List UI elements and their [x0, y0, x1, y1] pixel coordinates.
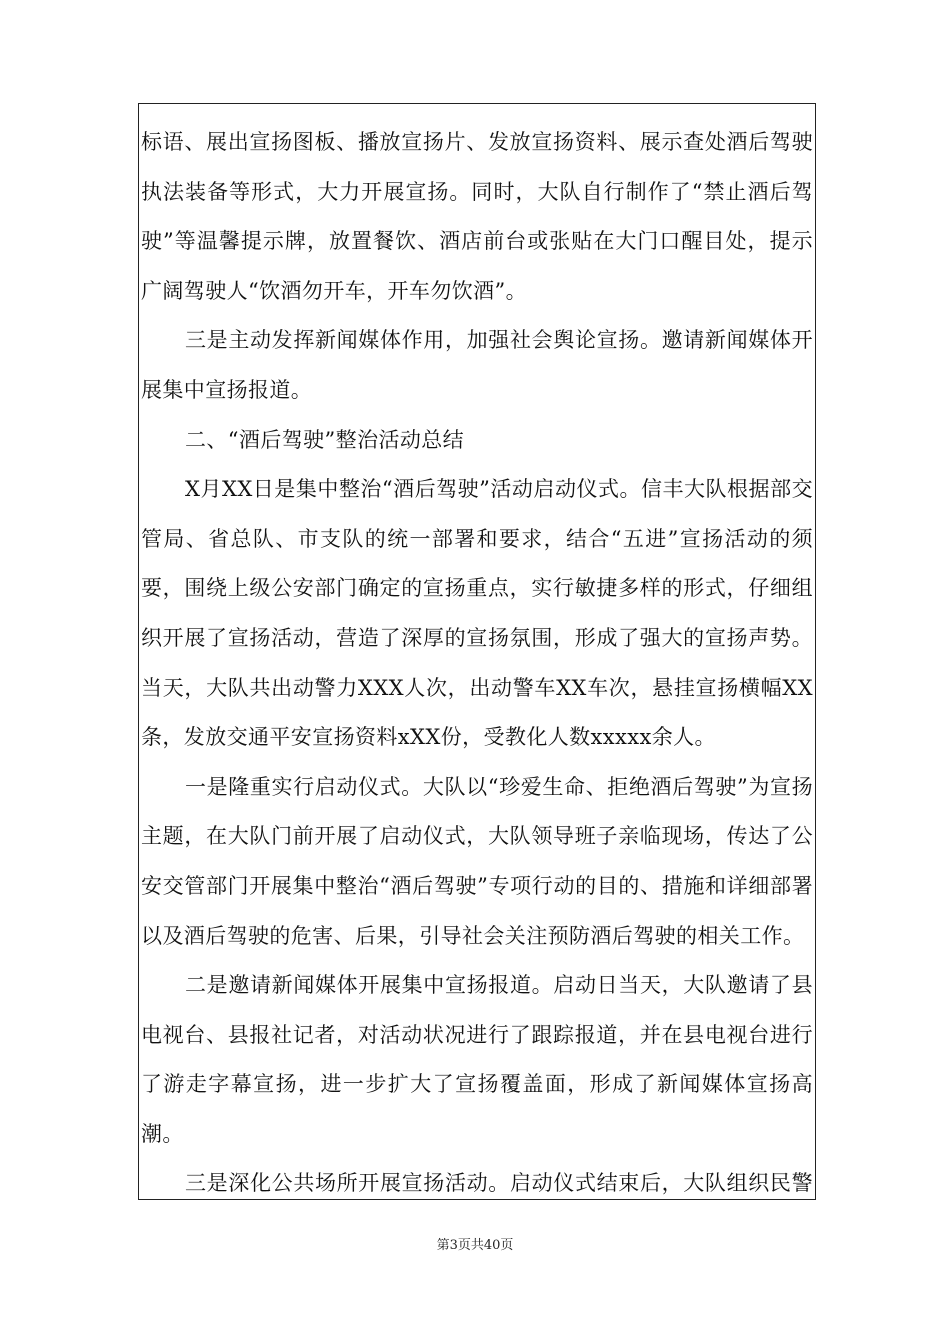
section-heading: 二、“酒后驾驶”整治活动总结: [185, 427, 465, 452]
paragraph-1: 标语、展出宣扬图板、播放宣扬片、发放宣扬资料、展示查处酒后驾驶执法装备等形式，大力开展宣扬。同时，大队自行制作了“禁止酒后驾驶”等温馨提示牌，放置餐饮、酒店前台或张贴在大门口醒目处，提示广阔驾驶人“饮酒勿开车，开车勿饮酒”。: [141, 130, 813, 303]
paragraph-5: 二是邀请新闻媒体开展集中宣扬报道。启动日当天，大队邀请了县电视台、县报社记者，对活动状况进行了跟踪报道，并在县电视台进行了游走字幕宣扬，进一步扩大了宣扬覆盖面，形成了新闻媒体宣扬高潮。: [141, 973, 813, 1146]
paragraph-3: X月XX日是集中整治“酒后驾驶”活动启动仪式。信丰大队根据部交管局、省总队、市支队的统一部署和要求，结合“五进”宣扬活动的须要，围绕上级公安部门确定的宣扬重点，实行敏捷多样的形式，仔细组织开展了宣扬活动，营造了深厚的宣扬氛围，形成了强大的宣扬声势。当天，大队共出动警力XXX人次，出动警车XX车次，悬挂宣扬横幅XX条，发放交通平安宣扬资料xXX份，受教化人数xxxxx余人。: [141, 477, 813, 750]
document-frame: [138, 103, 816, 1200]
paragraph-2: 三是主动发挥新闻媒体作用，加强社会舆论宣扬。邀请新闻媒体开展集中宣扬报道。: [141, 328, 813, 402]
page-number: 第3页共40页: [436, 1238, 514, 1253]
document-body: [141, 118, 813, 1200]
paragraph-6: 三是深化公共场所开展宣扬活动。启动仪式结束后，大队组织民警: [185, 1171, 813, 1196]
paragraph-4: 一是隆重实行启动仪式。大队以“珍爱生命、拒绝酒后驾驶”为宣扬主题，在大队门前开展了启动仪式，大队领导班子亲临现场，传达了公安交管部门开展集中整治“酒后驾驶”专项行动的目的、措施和详细部署以及酒后驾驶的危害、后果，引导社会关注预防酒后驾驶的相关工作。: [141, 774, 813, 948]
